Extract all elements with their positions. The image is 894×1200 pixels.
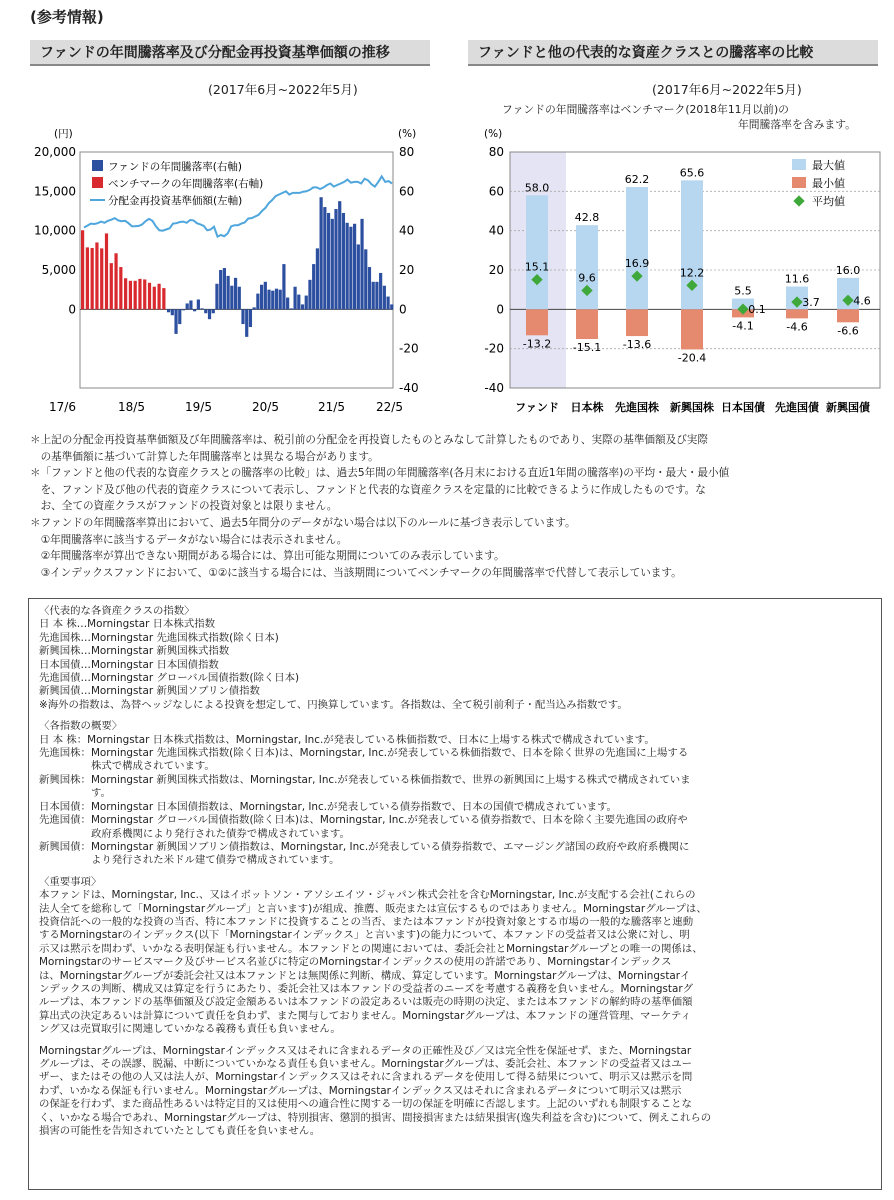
fund-bar [241,309,244,324]
fund-bar [212,309,215,313]
box-line: 政府系機関により発行された債券で構成されています。 [39,827,350,840]
fund-return-nav-chart [0,120,440,420]
fund-bar [305,296,308,310]
legend-avg-swatch [793,195,804,206]
legend-benchmark-swatch [92,177,103,188]
left-panel-title: ファンドの年間騰落率及び分配金再投資基準価額の推移 [30,40,430,66]
benchmark-bar [81,230,84,309]
box-line: 〈代表的な各資産クラスの指数〉 [39,605,195,617]
benchmark-bar [162,288,165,309]
right-tick-label: 60 [399,184,415,199]
fund-bar [342,213,345,309]
benchmark-bar [148,283,151,310]
right-tick-label: -40 [399,381,419,395]
benchmark-bar [86,247,89,309]
fund-bar [297,295,300,310]
legend-avg-label: 平均値 [812,195,845,208]
min-bar [626,309,648,336]
benchmark-bar [157,284,160,310]
fund-bar [364,249,367,309]
box-line: す。 [39,787,111,800]
left-axis-unit: (円) [54,128,73,140]
legend-min-label: 最小値 [812,177,845,190]
fund-bar [256,294,259,310]
min-value-label: -15.1 [572,341,602,355]
fund-bar [323,207,326,309]
fund-bar [286,298,289,310]
x-tick-label: 21/5 [318,400,345,414]
fund-bar [334,209,337,309]
avg-value-label: 3.7 [802,296,820,310]
benchmark-bar [114,253,117,309]
right-panel-note-2: 年間騰落率を含みます。 [738,118,856,131]
note-line: ①年間騰落率に該当するデータがない場合には表示されません。 [30,533,348,546]
fund-bar [174,309,177,334]
fund-bar [320,197,323,309]
y-tick-label: -20 [484,341,504,356]
max-bar [576,225,598,309]
min-bar [681,309,703,349]
note-line: を、ファンド及び他の代表的資産クラスについて表示し、ファンドと代表的な資産クラスを定量的に比較できるように作成したものです。な [30,483,706,496]
box-line: 示又は黙示を問わず、いかなる表明保証も行いません。本ファンドとの関連においては、委託会社とMorningstarグループとの唯一の関係は、 [39,942,703,955]
box-line: 日本国債：Morningstar 日本国債指数は、Morningstar, Inc.が発表している債券指数で、日本の国債で構成されています。 [39,800,617,813]
note-line: ＊「ファンドと他の代表的な資産クラスとの騰落率の比較」は、過去5年間の年間騰落率(各月末における直近1年間の騰落率)の平均・最大・最小値 [30,467,730,480]
x-tick-label: 20/5 [252,400,279,414]
note-line: ＊上記の分配金再投資基準価額及び年間騰落率は、税引前の分配金を再投資したものとみなして計算したものであり、実際の基準価額及び実際 [30,434,708,446]
box-line: 日 本 株…Morningstar 日本株式指数 [39,618,216,631]
y-tick-label: -40 [484,381,504,395]
box-line: グループは、その誤謬、脱漏、中断についていかなる責任も負いません。Morningstarグループは、委託会社、本ファンドの受益者又はユー [39,1058,692,1070]
box-line: Morningstarのサービスマーク及びサービス名並びに特定のMorningstarインデックスの使用の許諾であり、Morningstarインデックス [39,956,672,969]
fund-bar [182,309,185,310]
benchmark-bar [143,279,146,309]
box-line: ザー、またはその他の人又は法人が、Morningstarインデックス又はそれに含まれるデータを使用して得る結果について、明示又は黙示を問 [39,1071,693,1084]
box-line: 新興国債…Morningstar 新興国ソブリン債指数 [39,685,260,698]
fund-bar [383,286,386,310]
fund-bar [312,264,315,309]
box-line: わず、いかなる保証も行いません。Morningstarグループは、Morningstarインデックス又はそれに含まれるデータについて明示又は黙示 [39,1084,682,1097]
min-value-label: -13.6 [622,338,652,352]
asset-class-comparison-chart [440,120,894,420]
left-tick-label: 15,000 [34,184,76,199]
box-line: 先進国債：Morningstar グローバル国債指数(除く日本)は、Morningstar, Inc.が発表している債券指数で、日本を除く主要先進国の政府や [39,814,688,827]
fund-bar [223,268,226,309]
box-line: 新興国株：Morningstar 新興国株式指数は、Morningstar, Inc.が発表している株価指数で、世界の新興国に上場する株式で構成されていま [39,773,691,786]
max-value-label: 11.6 [784,272,810,286]
max-value-label: 58.0 [524,181,550,195]
fund-bar [308,280,311,310]
left-panel-period: (2017年6月~2022年5月) [208,82,358,97]
box-line: 日本国債…Morningstar 日本国債指数 [39,658,219,671]
fund-bar [386,297,389,310]
box-line: 本ファンドは、Morningstar, Inc.、又はイボットソン・アソシエイツ・ジャパン株式会社を含むMorningstar, Inc.が支配する会社(これらの [39,889,696,902]
x-tick-label: 19/5 [185,400,212,414]
box-line: は、Morningstarグループが委託会社又は本ファンドとは無関係に判断、構成、算定しています。Morningstarグループは、Morningstarイ [39,969,691,982]
max-value-label: 5.5 [734,284,752,298]
note-line: ②年間騰落率が算出できない期間がある場合には、算出可能な期間についてのみ表示しています。 [30,550,505,563]
box-line: Morningstarグループは、Morningstarインデックス又はそれに含まれるデータの正確性及び／又は完全性を保証せず、また、Morningstar [39,1044,692,1057]
min-value-label: -4.1 [732,319,754,333]
min-bar [837,309,859,322]
benchmark-bar [95,242,98,309]
fund-bar [245,309,248,337]
box-line: より発行された米ドル建て債券で構成されています。 [39,854,340,867]
fund-bar [264,282,267,310]
important-section [39,876,871,1037]
right-panel-period: (2017年6月~2022年5月) [652,82,802,97]
fund-bar [357,244,360,309]
overview-section [39,720,871,867]
right-tick-label: 20 [399,263,415,277]
max-value-label: 62.2 [624,173,650,187]
benchmark-bar [91,248,94,309]
box-line: 先進国株：Morningstar 先進国株式指数(除く日本)は、Morningstar, Inc.が発表している株価指数で、日本を除く世界の先進国に上場する [39,747,689,760]
avg-value-label: 15.1 [524,260,550,274]
avg-value-label: 9.6 [578,271,596,285]
fund-bar [360,219,363,309]
box-line: ループは、本ファンドの基準価額及び設定金額あるいは本ファンドの設定あるいは販売の時期の決定、または本ファンドの解約時の基準価額 [39,996,693,1009]
max-value-label: 42.8 [574,211,600,225]
fund-bar [368,267,371,309]
y-tick-label: 60 [488,184,504,199]
box-line: 新興国株…Morningstar 新興国株式指数 [39,645,230,658]
fund-bar [349,227,352,310]
fund-bar [290,308,293,309]
min-value-label: -20.4 [677,351,707,365]
box-line: の保証を行わず、また商品性あるいは特定目的又は使用への適合性に関する一切の保証を明確に否認します。上記のいずれも制限することな [39,1098,692,1111]
box-line: 〈各指数の概要〉 [39,720,123,733]
box-line: ング又は売買取引に関連していかなる義務も責任も負いません。 [39,1023,341,1036]
min-value-label: -13.2 [522,337,552,351]
fund-bar [282,264,285,309]
max-bar [526,195,548,309]
benchmark-bar [105,233,108,309]
box-line: 株式で構成されています。 [39,760,215,773]
category-label: 日本国債 [721,401,765,414]
x-tick-label: 18/5 [118,400,145,414]
legend-benchmark-label: ベンチマークの年間騰落率(右軸) [108,178,264,190]
benchmark-bar [138,279,141,309]
y-tick-label: 0 [496,302,504,317]
benchmark-bar [134,281,137,310]
avg-value-label: 4.6 [853,294,871,308]
fund-bar [197,300,200,310]
note-line: の基準価額に基づいて計算した年間騰落率とは異なる場合があります。 [30,450,379,463]
max-value-label: 65.6 [679,166,705,180]
avg-value-label: 16.9 [624,257,650,271]
fund-bar [331,219,334,309]
index-disclaimer-box [28,598,882,1190]
fund-bar [301,304,304,309]
box-line: ※海外の指数は、為替ヘッジなしによる投資を想定して、円換算しています。各指数は、全て税引前利子・配当込み指数です。 [39,698,628,711]
left-tick-label: 0 [68,302,76,317]
fund-bar [234,278,237,309]
note-line: お、全ての資産クラスがファンドの投資対象とは限りません。 [30,500,338,513]
fund-bar [193,309,196,311]
min-bar [786,309,808,318]
box-line: 日 本 株：Morningstar 日本株式指数は、Morningstar, Inc.が発表している株価指数で、日本に上場する株式で構成されています。 [39,733,655,746]
fund-bar [327,213,330,309]
fund-bar [390,304,393,309]
fund-bar [275,289,278,310]
left-tick-label: 20,000 [34,145,76,159]
fund-bar [230,286,233,310]
legend-fund-swatch [92,160,103,171]
fund-bar [171,309,174,315]
box-line: ンデックスの判断、構成又は算定を行うにあたり、委託会社又は本ファンドの受益者のニーズを考慮する義務を負いません。Morningstarグ [39,982,694,995]
note-line: ＊ファンドの年間騰落率算出において、過去5年間分のデータがない場合は以下のルールに基づき表示しています。 [30,516,576,529]
y-axis-unit: (%) [484,128,503,140]
box-line: 〈重要事項〉 [39,875,102,888]
category-label: 新興国株 [670,401,714,414]
avg-value-label: 12.2 [679,266,705,280]
max-bar [626,187,648,309]
left-tick-label: 10,000 [34,223,76,238]
legend-max-swatch [792,159,806,170]
fund-bar [353,224,356,310]
fund-bar [215,284,218,310]
category-label: 日本株 [570,401,604,414]
right-tick-label: 0 [399,302,407,317]
legend-nav-label: 分配金再投資基準価額(左軸) [108,195,243,207]
fund-bar [189,300,192,309]
box-line: 損害の可能性を告知されていたとしても責任を負いません。 [39,1125,321,1138]
right-tick-label: 80 [399,145,415,159]
fund-bar [186,303,189,309]
box-line: 先進国株…Morningstar 先進国株式指数(除く日本) [39,631,279,644]
fund-bar [178,309,181,324]
right-panel-note-1: ファンドの年間騰落率はベンチマーク(2018年11月以前)の [502,103,789,116]
fund-bar [200,308,203,309]
fund-bar [271,291,274,310]
max-value-label: 16.0 [835,263,861,277]
y-tick-label: 20 [488,263,504,277]
fund-bar [249,309,252,327]
avg-value-label: 0.1 [748,303,766,317]
box-line: 先進国債…Morningstar グローバル国債指数(除く日本) [39,672,300,685]
fund-bar [316,248,319,309]
box-line: 法人全てを総称して「Morningstarグループ」と言います)が組成、推薦、販売または宣伝するものではありません。Morningstarグループは、 [39,902,707,915]
note-line: ③インデックスファンドにおいて、①②に該当する場合には、当該期間についてベンチマークの年間騰落率で代替して表示しています。 [30,566,682,579]
min-bar [526,309,548,335]
section-title: (参考情報) [30,8,104,26]
min-value-label: -6.6 [837,324,859,338]
fund-bar [167,309,170,312]
legend-max-label: 最大値 [812,159,845,172]
legend-min-swatch [792,177,806,188]
fund-bar [372,282,375,310]
fund-bar [379,273,382,309]
indices-section [39,605,871,712]
y-tick-label: 40 [488,223,504,238]
disclaimer-section [39,1045,871,1139]
right-axis-unit: (%) [398,128,417,140]
box-line: 投資信託への一般的な投資の当否、特に本ファンドに投資することの当否、または本ファンドが投資対象とする市場の一般的な騰落率と連動 [39,915,694,928]
right-panel-title: ファンドと他の代表的な資産クラスとの騰落率の比較 [468,40,878,66]
fund-bar [279,290,282,310]
y-tick-label: 80 [488,145,504,159]
benchmark-bar [110,263,113,309]
fund-bar [208,309,211,319]
min-value-label: -4.6 [786,320,808,334]
right-tick-label: -20 [399,341,419,356]
fund-bar [219,270,222,309]
fund-bar [375,282,378,310]
category-label: 新興国債 [826,401,870,414]
category-label: ファンド [515,401,559,414]
x-tick-label: 17/6 [49,400,76,414]
fund-bar [338,201,341,309]
category-label: 先進国株 [615,401,659,414]
benchmark-bar [119,267,122,309]
fund-bar [293,287,296,310]
fund-bar [260,285,263,310]
fund-bar [267,290,270,310]
benchmark-bar [129,281,132,310]
benchmark-bar [153,287,156,310]
min-bar [576,309,598,339]
legend-fund-label: ファンドの年間騰落率(右軸) [108,161,242,173]
box-line: するMorningstarのインデックス(以下「Morningstarインデックス」と言います)の能力について、本ファンドの受益者又は公衆に対し、明 [39,929,690,942]
chart-notes [30,432,880,581]
box-line: 算出式の決定あるいは計算について責任を負わず、また関与しておりません。Morningstarグループは、本ファンドの運営管理、マーケティ [39,1009,691,1022]
benchmark-bar [100,248,103,309]
box-line: く、いかなる場合であれ、Morningstarグループは、特別損害、懲罰的損害、間接損害または結果損害(逸失利益を含む)について、例えこれらの [39,1111,712,1124]
fund-bar [204,309,207,313]
right-tick-label: 40 [399,223,415,238]
left-tick-label: 5,000 [41,263,76,277]
benchmark-bar [124,278,127,309]
fund-bar [346,223,349,310]
fund-bar [238,287,241,310]
fund-bar [253,307,256,309]
fund-bar [227,276,230,309]
category-label: 先進国債 [775,401,819,414]
box-line: 新興国債：Morningstar 新興国ソブリン債指数は、Morningstar, Inc.が発表している債券指数で、エマージング諸国の政府や政府系機関に [39,840,690,853]
x-tick-label: 22/5 [376,400,403,414]
